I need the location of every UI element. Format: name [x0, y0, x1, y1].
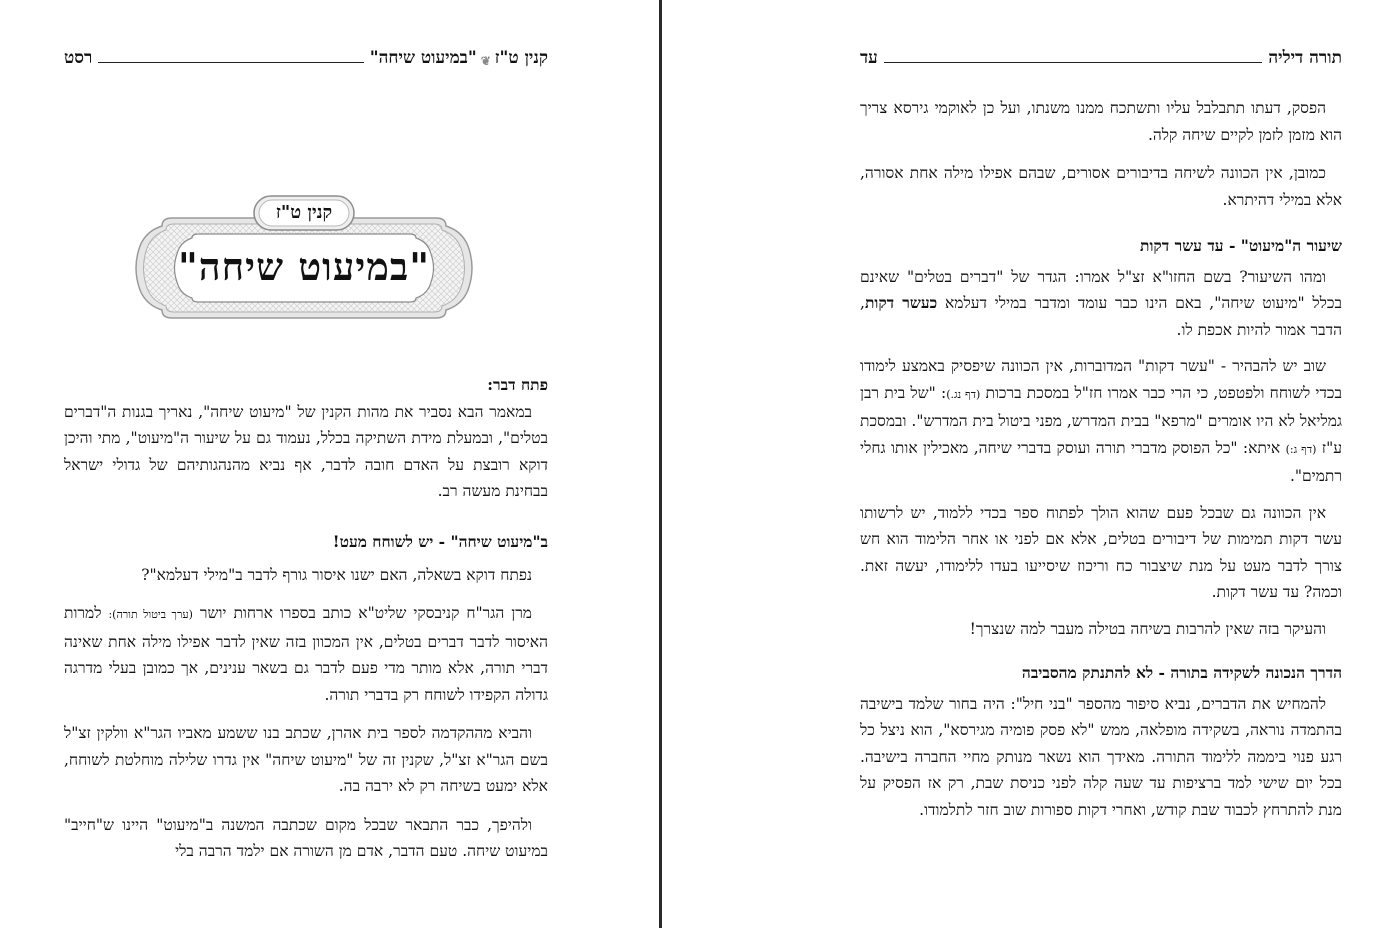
header-title: קנין ט"ז — [494, 48, 548, 68]
paragraph: ולהיפך, כבר התבאר שבכל מקום שכתבה המשנה ב"מיעוט" היינו ש"חייב" במיעוט שיחה. טעם הדבר, אדם מן השורה אם ילמד הרבה בלי — [64, 815, 548, 860]
source-reference: (ערך ביטול תורה): — [108, 608, 193, 621]
header-rule — [884, 52, 1263, 63]
right-page — [662, 0, 1388, 928]
page-number: רסט — [64, 48, 93, 68]
section-heading: הדרך הנכונה לשקידה בתורה - לא להתנתק מהסביבה — [1021, 663, 1342, 682]
leaf-ornament-icon: ❦ — [480, 54, 491, 68]
paragraph: אין הכוונה גם שבכל פעם שהוא הולך לפתוח ספר בכדי ללמוד, יש לרשותו עשר דקות תמימות של דיבורים בטלים, אלא אם לפני או אחר הלימוד הוא חש צורך לדבר מעט על מנת שיצבור כח וריכוז שיסייעו בעדו ללימודו, יעשה זאת. וכמה? עד עשר דקות. — [860, 503, 1342, 601]
header-end-word: עד — [860, 48, 878, 68]
paragraph: מרן הגר"ח קניבסקי שליט"א כותב בספרו ארחות יושר (ערך ביטול תורה): למרות האיסור לדבר דברים בטלים, אין המכוון בזה שאין לדבר אפילו מילה אחת שאינה דברי תורה, אלא מותר מדי פעם לדבר גם בשאר ענינים, אך כמובן בעלי מדרגה גדולה הקפידו לשוחח רק בדברי תורה. — [64, 604, 548, 704]
left-page — [0, 0, 659, 928]
header-rule — [98, 52, 364, 63]
emblem-chapter-label: קנין ט"ז — [275, 202, 333, 223]
emblem-chapter-title: "במיעוט שיחה" — [177, 244, 431, 289]
paragraph: ומהו השיעור? בשם החזו"א זצ"ל אמרו: הגדר של "דברים בטלים" שאינם בכלל "מיעוט שיחה", באם הינו כבר עומד ומדבר במילי דעלמא כעשר דקות, הדבר אמור להיות אכפת לו. — [860, 267, 1342, 339]
section-heading: שיעור ה"מיעוט" - עד עשר דקות — [1140, 236, 1342, 255]
running-header — [860, 42, 1342, 68]
left-body-top — [64, 372, 548, 505]
header-title: תורה דיליה — [1268, 48, 1342, 68]
chapter-emblem — [132, 186, 476, 336]
left-body-bottom — [64, 529, 548, 865]
section-heading: ב"מיעוט שיחה" - יש לשוחח מעט! — [332, 532, 548, 551]
source-reference: (דף נג.) — [946, 387, 981, 401]
source-reference: (דף ג:) — [1285, 442, 1317, 456]
intro-paragraph: במאמר הבא נסביר את מהות הקנין של "מיעוט שיחה", נאריך בגנות ה"דברים בטלים", ובמעלת מידת השתיקה בכלל, נעמוד גם על שיעור ה"מיעוט", מתי והיכן דוקא רובצת על האדם חובה לדבר, אף נביא מהנהגותיהם של גדולי ישראל בבחינת מעשה רב. — [64, 402, 548, 500]
header-subtitle: "במיעוט שיחה" — [369, 48, 477, 68]
paragraph: והביא מההקדמה לספר בית אהרן, שכתב בנו ששמע מאביו הגר"א וולקין זצ"ל בשם הגר"א זצ"ל, שקנין זה של "מיעוט שיחה" אין גדרו שלילה מוחלטת לשוחח, אלא ימעט בשיחה רק לא ירבה בה. — [64, 724, 548, 795]
paragraph: והעיקר בזה שאין להרבות בשיחה בטילה מעבר למה שנצרך! — [969, 619, 1326, 638]
right-body — [860, 95, 1342, 823]
paragraph: נפתח דוקא בשאלה, האם ישנו איסור גורף לדבר ב"מילי דעלמא"? — [141, 565, 532, 584]
paragraph: שוב יש להבהיר - "עשר דקות" המדוברות, אין הכוונה שיפסיק באמצע לימודו בכדי לשוחח ולפטפט, כי הרי כבר אמרו חז"ל במסכת ברכות (דף נג.): "של בית רבן גמליאל לא היו אומרים "מרפא" בבית המדרש, מפני ביטול בית המדרש". ובמסכת ע"ז (דף ג:) איתא: "כל הפוסק מדברי תורה ועוסק בדברי שיחה, מאכילין אותו גחלי רתמים". — [860, 357, 1342, 485]
paragraph: כמובן, אין הכוונה לשיחה בדיבורים אסורים, שבהם אפילו מילה אחת אסורה, אלא במילי דהיתרא. — [860, 164, 1342, 209]
paragraph: להמחיש את הדברים, נביא סיפור מהספר "בני חיל": היה בחור שלמד בישיבה בהתמדה נוראה, בשקידה מופלאה, ממש "לא פסק פומיה מגירסא", הוא ניצל כל רגע פנוי ביממה ללימוד התורה. מאידך הוא נשאר מנותק מחיי החברה בישיבה. בכל יום שישי למד ברציפות עד שעה קלה לפני כניסת שבת, רק אז הפסיק על מנת להתרחץ לכבוד שבת קודש, ואחרי דקות ספורות שוב חזר לתלמודו. — [860, 694, 1342, 819]
intro-heading: פתח דבר: — [487, 375, 548, 394]
paragraph: הפסק, דעתו תתבלבל עליו ותשתכח ממנו משנתו, ועל כן לאוקמי גירסא צריך הוא מזמן לזמן לקיים שיחה קלה. — [860, 99, 1342, 144]
running-header — [64, 42, 548, 68]
